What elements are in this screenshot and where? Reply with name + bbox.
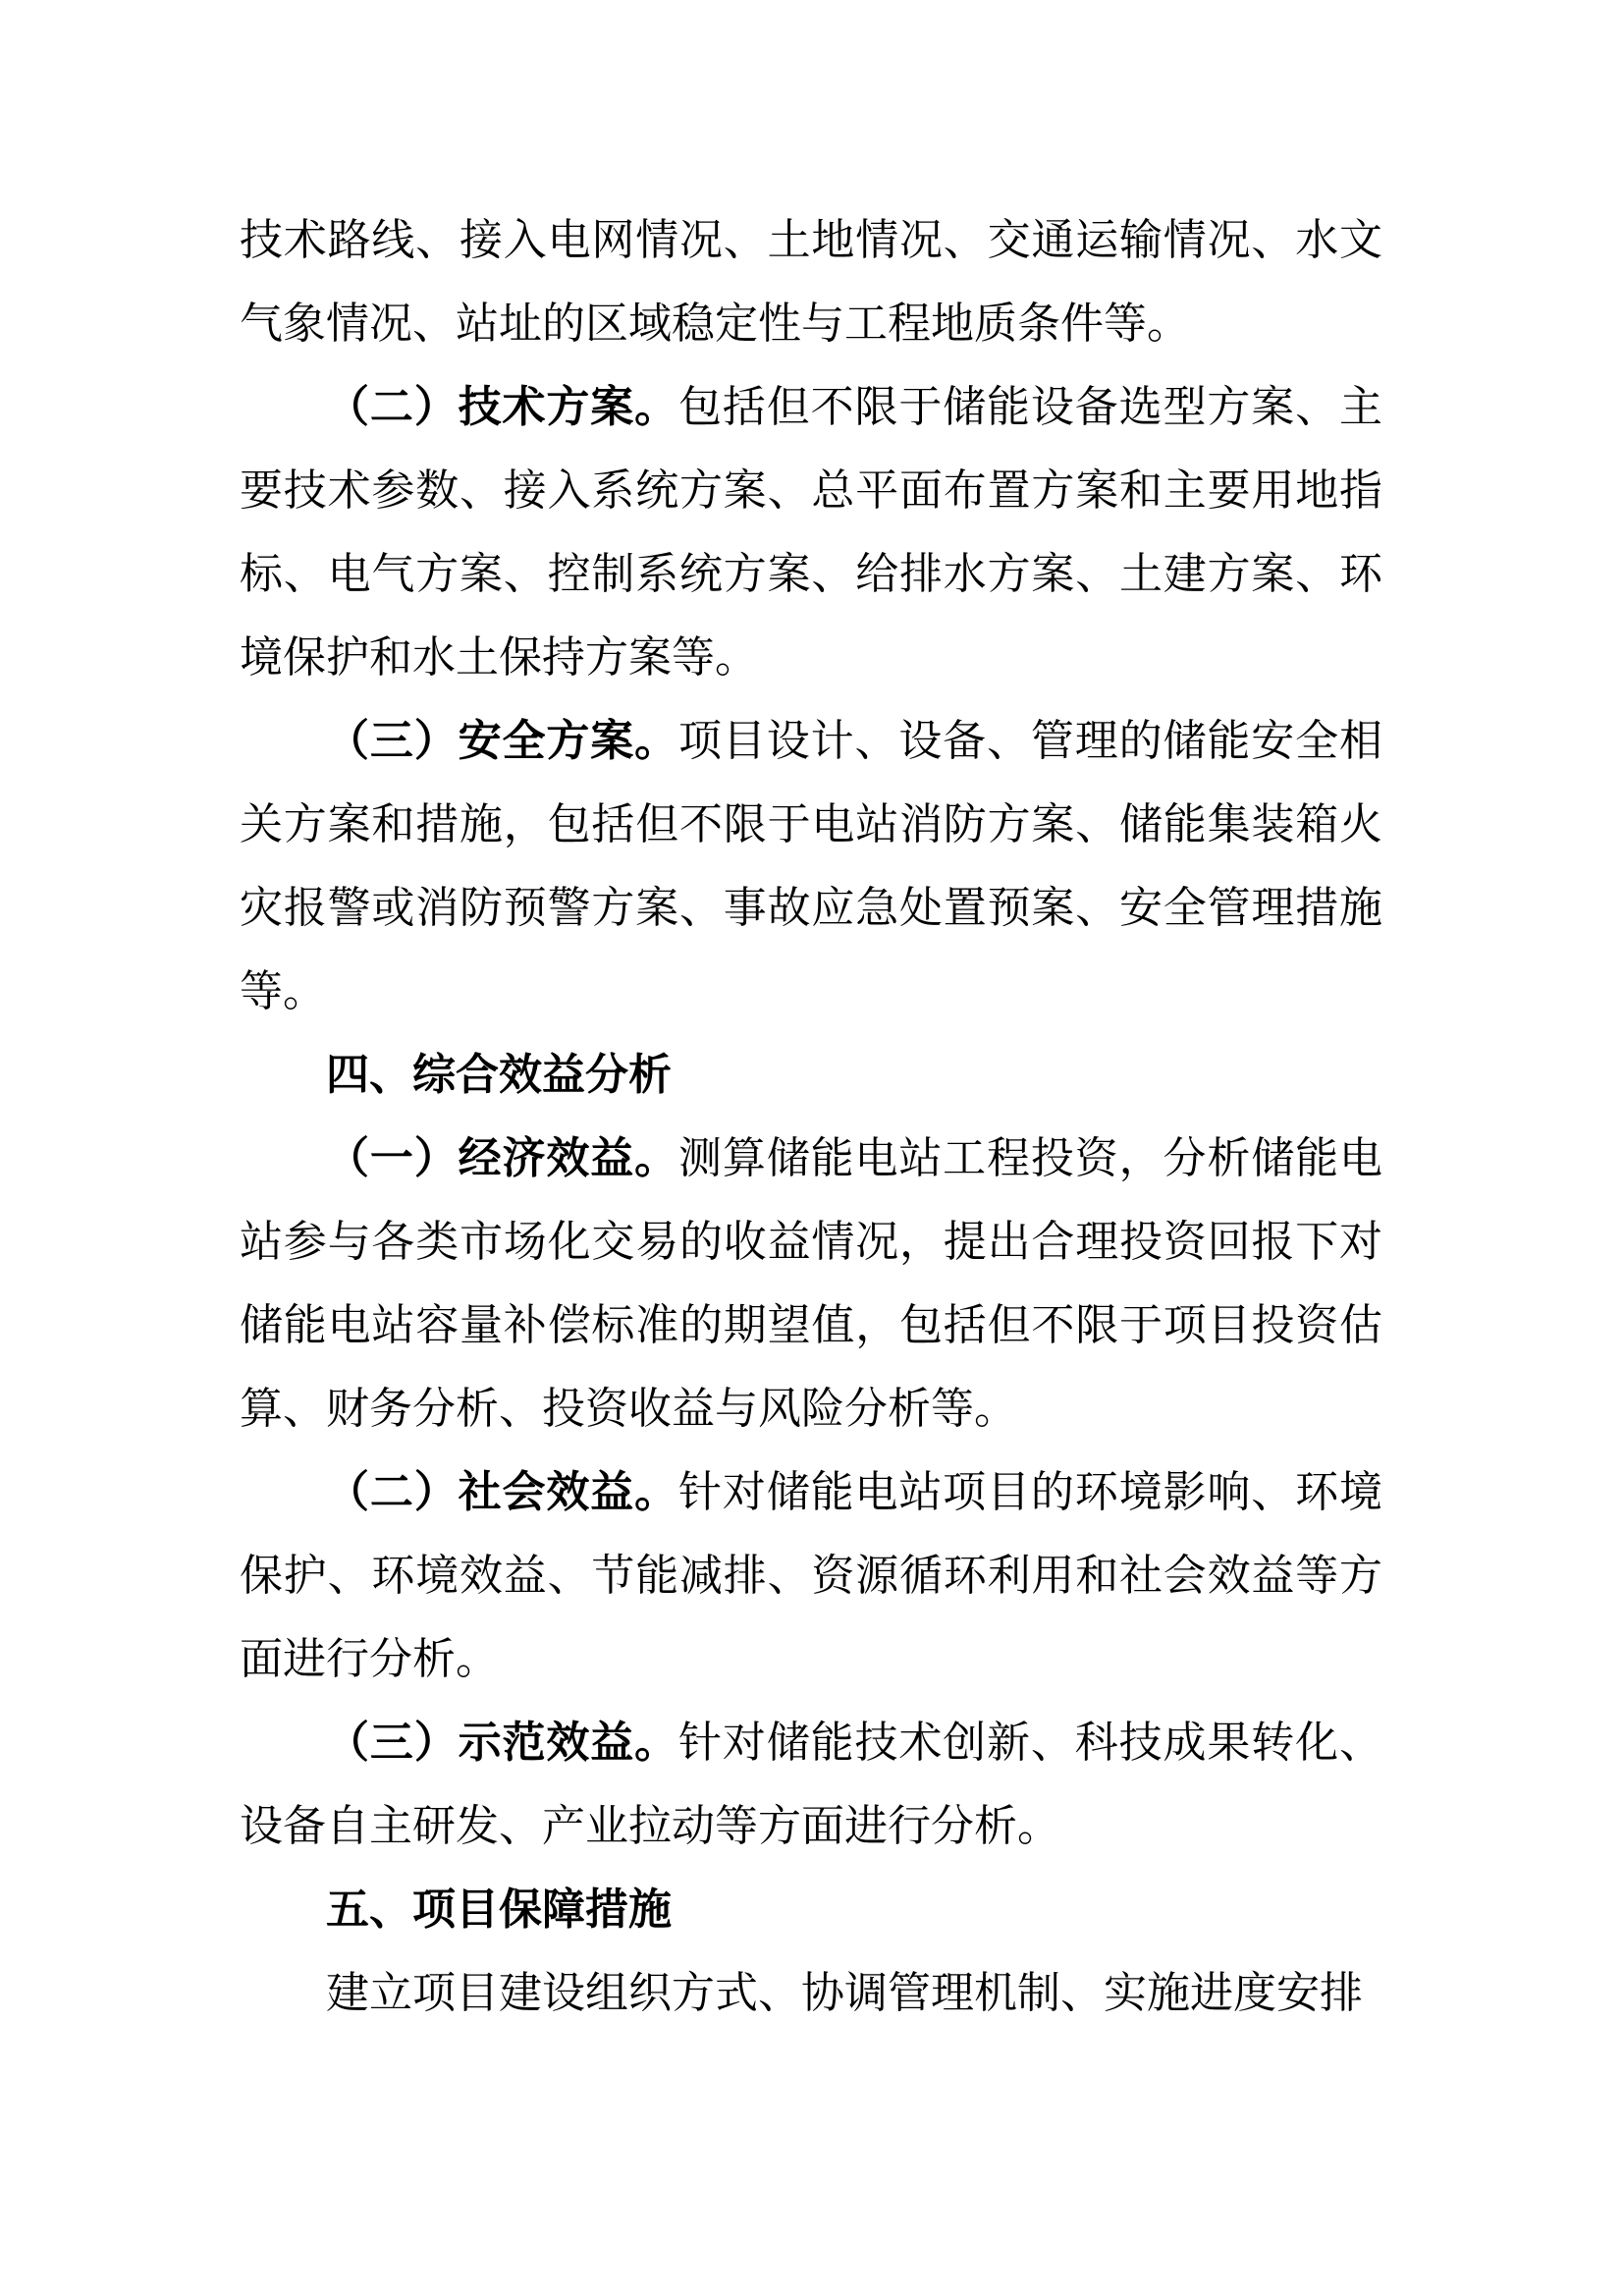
section-heading-benefit-analysis (240, 1033, 1382, 1117)
paragraph-safety-plan (240, 699, 1382, 1033)
heading-text: 四、综合效益分析 (326, 1051, 672, 1099)
paragraph-technical-plan (240, 365, 1382, 699)
paragraph-text: 针对储能技术创新、科技成果转化、设备自主研发、产业拉动等方面进行分析。 (240, 1719, 1383, 1850)
paragraph-text: 项目设计、设备、管理的储能安全相关方案和措施，包括但不限于电站消防方案、储能集装箱火灾报警或消防预警方案、事故应急处置预案、安全管理措施等。 (240, 717, 1383, 1015)
paragraph-site-conditions-continuation (240, 198, 1382, 365)
clause-heading-technical-plan: （二）技术方案。 (326, 383, 678, 431)
heading-text: 五、项目保障措施 (326, 1886, 672, 1934)
paragraph-text: 建立项目建设组织方式、协调管理机制、实施进度安排 (326, 1969, 1363, 2017)
clause-heading-safety-plan: （三）安全方案。 (326, 717, 678, 765)
paragraph-economic-benefit (240, 1117, 1382, 1450)
paragraph-social-benefit (240, 1450, 1382, 1701)
clause-heading-social-benefit: （二）社会效益。 (326, 1468, 678, 1516)
paragraph-text: 测算储能电站工程投资，分析储能电站参与各类市场化交易的收益情况，提出合理投资回报下对储能电站容量补偿标准的期望值，包括但不限于项目投资估算、财务分析、投资收益与风险分析等。 (240, 1134, 1383, 1433)
paragraph-project-organization-truncated (240, 1951, 1382, 2035)
paragraph-text: 针对储能电站项目的环境影响、环境保护、环境效益、节能减排、资源循环利用和社会效益等方面进行分析。 (240, 1468, 1383, 1683)
clause-heading-economic-benefit: （一）经济效益。 (326, 1134, 678, 1182)
paragraph-text: 包括但不限于储能设备选型方案、主要技术参数、接入系统方案、总平面布置方案和主要用地指标、电气方案、控制系统方案、给排水方案、土建方案、环境保护和水土保持方案等。 (240, 383, 1383, 682)
paragraph-demonstration-benefit (240, 1701, 1382, 1868)
section-heading-project-safeguards (240, 1868, 1382, 1951)
paragraph-text: 技术路线、接入电网情况、土地情况、交通运输情况、水文气象情况、站址的区域稳定性与工程地质条件等。 (240, 216, 1382, 348)
clause-heading-demonstration-benefit: （三）示范效益。 (326, 1719, 678, 1767)
document-body (240, 198, 1382, 2035)
